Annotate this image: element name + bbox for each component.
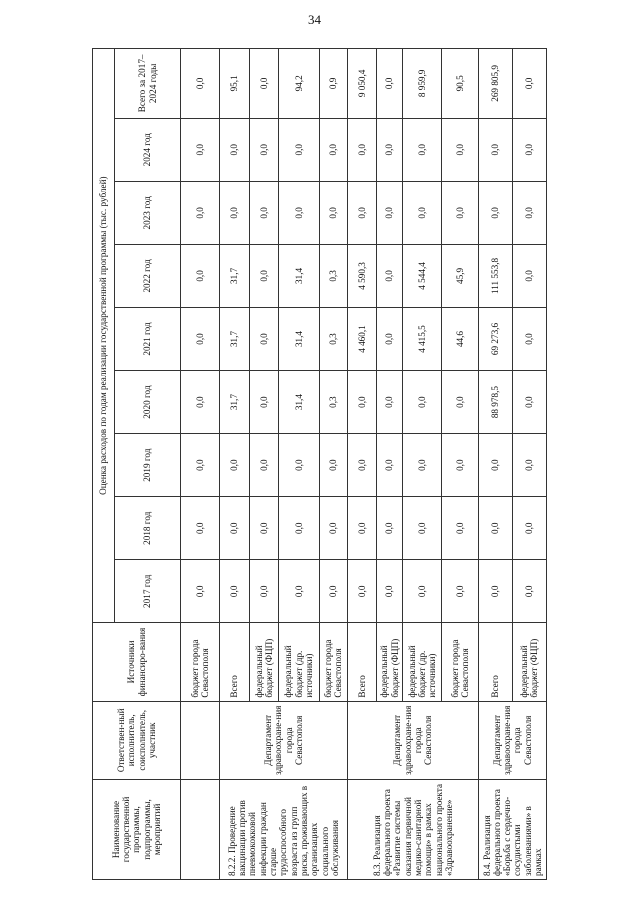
value-cell: 31,7 [219, 244, 250, 307]
value-cell: 0,0 [319, 497, 348, 560]
value-cell: 0,0 [278, 560, 319, 623]
total-cell: 0,0 [250, 49, 279, 119]
value-cell: 0,0 [348, 560, 377, 623]
row-executor: Департамент здравоохране-ния города Севастополя [478, 701, 546, 779]
value-cell: 0,0 [403, 118, 442, 181]
row-name: 8.4. Реализация федерального проекта «Борьба с сердечно-сосудистыми заболеваниями» в рамках [478, 779, 546, 879]
value-cell: 0,0 [376, 434, 403, 497]
row-source: бюджет города Севастополя [442, 623, 479, 701]
value-cell: 0,0 [219, 497, 250, 560]
value-cell: 0,0 [278, 497, 319, 560]
value-cell: 0,3 [319, 371, 348, 434]
row-source: бюджет города Севастополя [319, 623, 348, 701]
header-year: 2018 год [115, 497, 181, 560]
page-number: 34 [308, 12, 321, 27]
row-source: Всего [348, 623, 377, 701]
row-name: 8.2.2. Проведение вакцинации против пневмококковой инфекции граждан старше трудоспособного возраста из групп риска, проживающих в организациях социального обслуживания [219, 779, 348, 879]
value-cell: 0,0 [348, 497, 377, 560]
value-cell: 0,0 [319, 434, 348, 497]
row-name: 8.3. Реализация федерального проекта «Развитие системы оказания первичной медико-санитарной помощи» в рамках национального проекта «Здравоохранение» [348, 779, 479, 879]
value-cell: 0,0 [376, 181, 403, 244]
value-cell: 4 415,5 [403, 307, 442, 370]
header-year: 2019 год [115, 434, 181, 497]
total-cell: 9 050,4 [348, 49, 377, 119]
value-cell: 31,4 [278, 307, 319, 370]
value-cell: 88 978,5 [478, 371, 512, 434]
value-cell: 0,0 [181, 434, 220, 497]
total-cell: 0,0 [512, 49, 546, 119]
row-source: федеральный бюджет (ФЦП) [376, 623, 403, 701]
value-cell: 0,0 [512, 181, 546, 244]
table-row [219, 49, 250, 880]
value-cell: 0,0 [442, 497, 479, 560]
value-cell: 0,0 [376, 244, 403, 307]
value-cell: 0,0 [278, 434, 319, 497]
value-cell: 0,0 [478, 434, 512, 497]
value-cell: 0,0 [376, 371, 403, 434]
value-cell: 0,0 [250, 560, 279, 623]
value-cell: 0,0 [403, 497, 442, 560]
value-cell: 0,0 [219, 434, 250, 497]
value-cell: 0,0 [403, 434, 442, 497]
value-cell: 0,0 [512, 118, 546, 181]
value-cell: 0,0 [512, 307, 546, 370]
value-cell: 31,7 [219, 371, 250, 434]
total-cell: 94,2 [278, 49, 319, 119]
value-cell: 0,0 [478, 181, 512, 244]
value-cell: 4 460,1 [348, 307, 377, 370]
value-cell: 0,0 [219, 560, 250, 623]
table-row [181, 49, 220, 880]
value-cell: 0,0 [376, 307, 403, 370]
value-cell: 0,0 [512, 560, 546, 623]
value-cell: 0,0 [181, 181, 220, 244]
value-cell: 4 590,3 [348, 244, 377, 307]
header-executor: Ответствен-ный исполнитель, соисполнитель, участник [93, 701, 181, 779]
value-cell: 0,0 [250, 181, 279, 244]
value-cell: 0,0 [442, 434, 479, 497]
value-cell: 0,3 [319, 307, 348, 370]
value-cell: 0,0 [250, 307, 279, 370]
value-cell: 0,0 [348, 434, 377, 497]
value-cell: 0,0 [442, 118, 479, 181]
value-cell: 0,0 [512, 497, 546, 560]
total-cell: 269 805,9 [478, 49, 512, 119]
row-source: федеральный бюджет (др. источники) [403, 623, 442, 701]
value-cell: 0,0 [181, 560, 220, 623]
value-cell: 31,7 [219, 307, 250, 370]
value-cell: 0,0 [181, 307, 220, 370]
value-cell: 0,0 [442, 181, 479, 244]
value-cell: 0,0 [478, 497, 512, 560]
total-cell: 90,5 [442, 49, 479, 119]
value-cell: 0,0 [181, 497, 220, 560]
value-cell: 0,0 [442, 371, 479, 434]
header-estimate: Оценка расходов по годам реализации государственной программы (тыс. рублей) [93, 49, 115, 623]
row-source: федеральный бюджет (ФЦП) [250, 623, 279, 701]
total-cell: 0,9 [319, 49, 348, 119]
header-source: Источники финансиро-вания [93, 623, 181, 701]
header-year: 2020 год [115, 371, 181, 434]
row-name [181, 779, 220, 879]
row-source: Всего [478, 623, 512, 701]
row-executor [181, 701, 220, 779]
value-cell: 31,4 [278, 244, 319, 307]
rotated-table-wrapper [92, 48, 547, 880]
value-cell: 0,0 [181, 118, 220, 181]
value-cell: 0,0 [478, 118, 512, 181]
table-row [478, 49, 512, 880]
value-cell: 0,0 [376, 497, 403, 560]
value-cell: 0,0 [181, 371, 220, 434]
value-cell: 0,0 [376, 560, 403, 623]
header-total: Всего за 2017–2024 годы [115, 49, 181, 119]
value-cell: 0,0 [442, 560, 479, 623]
total-cell: 0,0 [376, 49, 403, 119]
row-source: федеральный бюджет (др. источники) [278, 623, 319, 701]
table-row [348, 49, 377, 880]
value-cell: 0,0 [250, 118, 279, 181]
value-cell: 0,0 [250, 371, 279, 434]
row-executor: Департамент здравоохране-ния города Севастополя [219, 701, 348, 779]
value-cell: 0,0 [250, 497, 279, 560]
header-year: 2017 год [115, 560, 181, 623]
value-cell: 44,6 [442, 307, 479, 370]
value-cell: 0,0 [403, 371, 442, 434]
row-executor: Департамент здравоохране-ния города Севастополя [348, 701, 479, 779]
value-cell: 0,0 [478, 560, 512, 623]
budget-table [92, 48, 547, 880]
value-cell: 0,0 [403, 560, 442, 623]
value-cell: 0,0 [376, 118, 403, 181]
total-cell: 0,0 [181, 49, 220, 119]
value-cell: 0,0 [181, 244, 220, 307]
value-cell: 0,0 [512, 434, 546, 497]
total-cell: 95,1 [219, 49, 250, 119]
header-year: 2021 год [115, 307, 181, 370]
value-cell: 45,9 [442, 244, 479, 307]
header-year: 2024 год [115, 118, 181, 181]
value-cell: 0,0 [278, 118, 319, 181]
row-source: Всего [219, 623, 250, 701]
value-cell: 0,0 [278, 181, 319, 244]
total-cell: 8 959,9 [403, 49, 442, 119]
value-cell: 111 553,8 [478, 244, 512, 307]
value-cell: 0,0 [219, 181, 250, 244]
value-cell: 69 273,6 [478, 307, 512, 370]
value-cell: 0,0 [512, 244, 546, 307]
value-cell: 0,0 [250, 434, 279, 497]
row-source: бюджет города Севастополя [181, 623, 220, 701]
value-cell: 0,0 [512, 371, 546, 434]
value-cell: 0,0 [403, 181, 442, 244]
header-year: 2022 год [115, 244, 181, 307]
value-cell: 0,0 [348, 371, 377, 434]
header-name: Наименование государственной программы, подпрограммы, мероприятий [93, 779, 181, 879]
header-year: 2023 год [115, 181, 181, 244]
row-source: федеральный бюджет (ФЦП) [512, 623, 546, 701]
value-cell: 31,4 [278, 371, 319, 434]
value-cell: 4 544,4 [403, 244, 442, 307]
value-cell: 0,0 [319, 181, 348, 244]
value-cell: 0,0 [250, 244, 279, 307]
value-cell: 0,0 [319, 560, 348, 623]
value-cell: 0,0 [219, 118, 250, 181]
value-cell: 0,0 [348, 118, 377, 181]
value-cell: 0,3 [319, 244, 348, 307]
value-cell: 0,0 [348, 181, 377, 244]
value-cell: 0,0 [319, 118, 348, 181]
